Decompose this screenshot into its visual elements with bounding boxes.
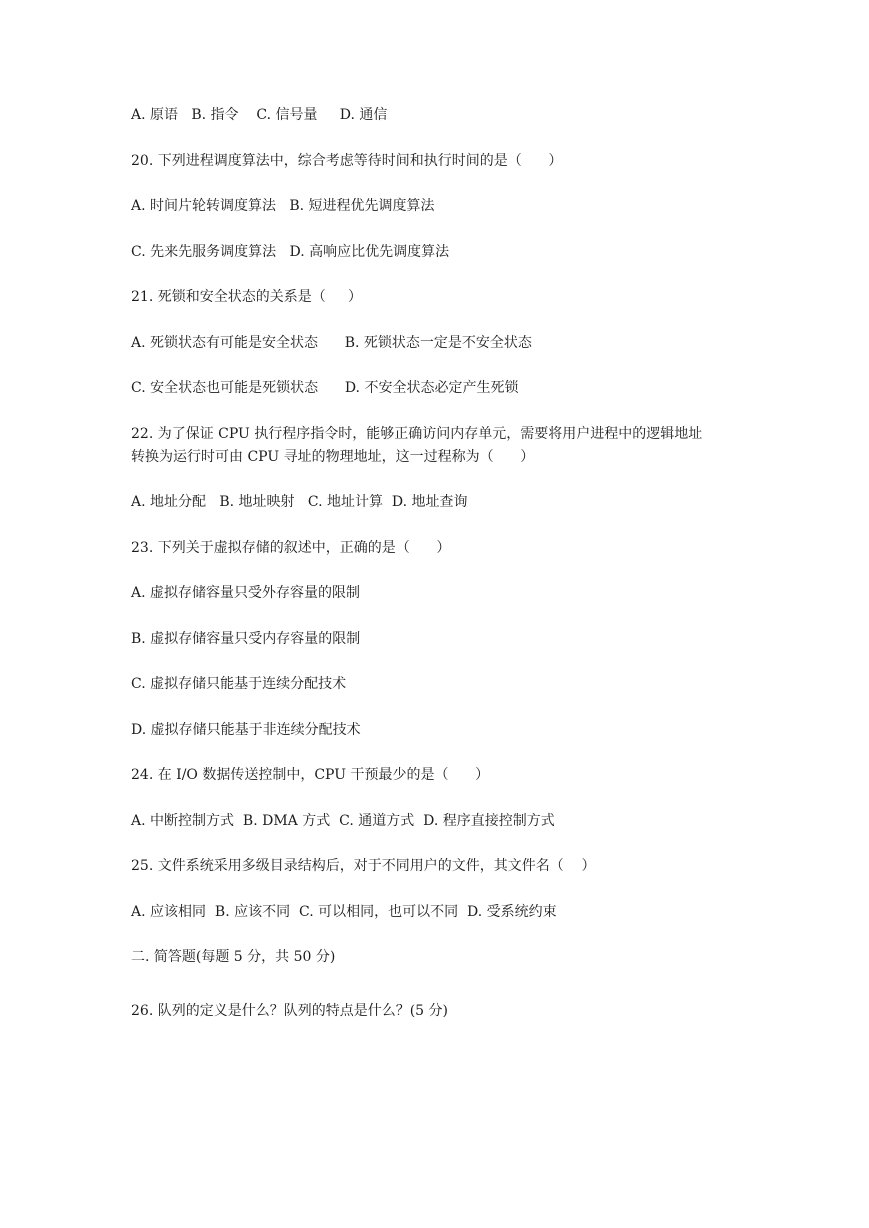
q25-options: A. 应该相同 B. 应该不同 C. 可以相同，也可以不同 D. 受系统约束: [131, 904, 557, 920]
q21-question: 21. 死锁和安全状态的关系是（ ）: [131, 289, 362, 305]
q21-options-ab: A. 死锁状态有可能是安全状态 B. 死锁状态一定是不安全状态: [131, 335, 532, 351]
q20-options-cd: C. 先来先服务调度算法 D. 高响应比优先调度算法: [131, 244, 450, 260]
q24-question: 24. 在 I/O 数据传送控制中，CPU 干预最少的是（ ）: [131, 767, 490, 783]
q19-options: A. 原语 B. 指令 C. 信号量 D. 通信: [131, 107, 388, 123]
q23-option-d: D. 虚拟存储只能基于非连续分配技术: [131, 722, 361, 738]
q21-options-cd: C. 安全状态也可能是死锁状态 D. 不安全状态必定产生死锁: [131, 380, 519, 396]
q20-question: 20. 下列进程调度算法中，综合考虑等待时间和执行时间的是（ ）: [131, 153, 563, 169]
section-heading: 二. 简答题(每题 5 分，共 50 分): [131, 949, 336, 965]
q22-question-line1: 22. 为了保证 CPU 执行程序指令时，能够正确访问内存单元，需要将用户进程中的逻辑地址: [131, 426, 703, 442]
q23-option-b: B. 虚拟存储容量只受内存容量的限制: [131, 631, 361, 647]
q23-option-a: A. 虚拟存储容量只受外存容量的限制: [131, 585, 361, 601]
q23-question: 23. 下列关于虚拟存储的叙述中，正确的是（ ）: [131, 540, 451, 556]
q23-option-c: C. 虚拟存储只能基于连续分配技术: [131, 676, 347, 692]
q20-options-ab: A. 时间片轮转调度算法 B. 短进程优先调度算法: [131, 198, 435, 214]
q24-options: A. 中断控制方式 B. DMA 方式 C. 通道方式 D. 程序直接控制方式: [131, 813, 555, 829]
q26-question: 26. 队列的定义是什么？队列的特点是什么？(5 分): [131, 1003, 448, 1019]
q22-question-line2: 转换为运行时可由 CPU 寻址的物理地址，这一过程称为（ ）: [131, 449, 535, 465]
q22-options: A. 地址分配 B. 地址映射 C. 地址计算 D. 地址查询: [131, 494, 468, 510]
q25-question: 25. 文件系统采用多级目录结构后，对于不同用户的文件，其文件名（ ）: [131, 858, 596, 874]
